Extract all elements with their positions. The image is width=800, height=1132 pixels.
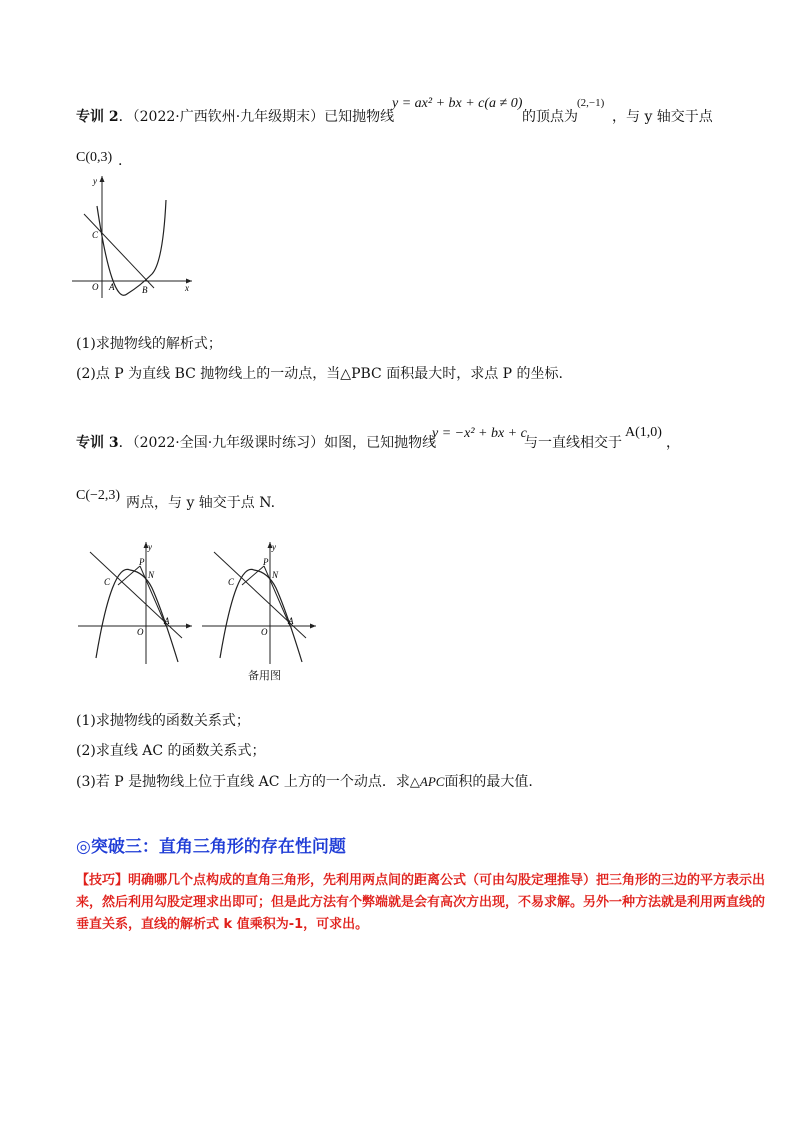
point-a-label: A xyxy=(288,616,294,626)
line-bc xyxy=(84,214,154,288)
point-b-label: B xyxy=(142,285,148,295)
spare-figure-caption: 备用图 xyxy=(248,669,281,682)
y-axis-arrow xyxy=(100,176,105,182)
x-axis-arrow xyxy=(310,624,316,629)
point-c-label: C xyxy=(104,577,111,587)
point-a-label: A xyxy=(109,282,115,292)
origin-label: O xyxy=(137,627,144,637)
problem2-vertex: (2,−1) xyxy=(577,97,605,109)
problem2-period: . xyxy=(118,153,123,169)
problem3-label: 专训 3 xyxy=(76,435,119,451)
point-c-label: C xyxy=(92,230,99,240)
problem3-figure-spare xyxy=(202,540,322,665)
y-axis-label: y xyxy=(148,542,152,552)
problem3-mid: 与一直线相交于 xyxy=(524,435,622,451)
problem3-q3-part-c: 面积的最大值. xyxy=(444,774,533,790)
problem3-tail: 两点，与 y 轴交于点 N. xyxy=(126,495,276,511)
point-c-label: C xyxy=(228,577,235,587)
problem2-label: 专训 2 xyxy=(76,109,119,125)
y-axis-label: y xyxy=(272,542,276,552)
problem3-question-2: (2)求直线 AC 的函数关系式； xyxy=(76,743,266,759)
problem2-figure xyxy=(70,170,200,300)
technique-tip: 【技巧】明确哪几个点构成的直角三角形，先利用两点间的距离公式（可由勾股定理推导）把三角形的三边的平方表示出来，然后利用勾股定理求出即可；但是此方法有个弊端就是会有高次方出现，不易求解。另外一种方法就是利用两直线的垂直关系，直线的解析式 k 值乘积为-1，可求出。 xyxy=(76,873,766,932)
problem2-intro-line xyxy=(76,108,394,126)
origin-label: O xyxy=(261,627,268,637)
y-axis-label: y xyxy=(93,176,97,186)
origin-label: O xyxy=(92,282,99,292)
problem2-vertex-text: 的顶点为 xyxy=(522,109,578,125)
problem2-equation: y = ax² + bx + c(a ≠ 0) xyxy=(392,96,523,111)
problem2-question-2: (2)点 P 为直线 BC 抛物线上的一动点，当△PBC 面积最大时，求点 P 的坐标. xyxy=(76,366,563,382)
problem3-question-3 xyxy=(76,773,533,791)
problem2-tail: ，与 y 轴交于点 xyxy=(612,109,713,125)
x-axis-arrow xyxy=(186,624,192,629)
problem3-point-c: C(−2,3) xyxy=(76,488,121,503)
problem3-q3-part-a: (3)若 P 是抛物线上位于直线 AC 上方的一个动点．求 xyxy=(76,774,410,790)
problem3-intro-line xyxy=(76,434,436,452)
problem3-point-a: A(1,0) xyxy=(625,425,662,440)
segment-pc xyxy=(242,566,264,585)
x-axis-label: x xyxy=(185,283,189,293)
problem2-point-c: C(0,3) xyxy=(76,150,113,165)
problem2-question-1: (1)求抛物线的解析式； xyxy=(76,336,222,352)
point-n-label: N xyxy=(148,570,155,580)
problem3-equation: y = −x² + bx + c xyxy=(432,426,527,441)
section-heading: ◎突破三：直角三角形的存在性问题 xyxy=(76,837,346,857)
problem2-source: ．（2022·广西钦州·九年级期末）已知抛物线 xyxy=(118,109,395,125)
problem3-figure-main xyxy=(78,540,198,665)
segment-pc xyxy=(118,566,140,585)
point-a-label: A xyxy=(164,616,170,626)
problem3-comma: ， xyxy=(666,435,680,451)
point-p-label: P xyxy=(139,557,145,567)
point-n-label: N xyxy=(272,570,279,580)
problem3-source: ．（2022·全国·九年级课时练习）如图，已知抛物线 xyxy=(118,435,437,451)
problem3-question-1: (1)求抛物线的函数关系式； xyxy=(76,713,250,729)
point-p-label: P xyxy=(263,557,269,567)
problem3-q3-triangle: △APC xyxy=(409,774,445,789)
